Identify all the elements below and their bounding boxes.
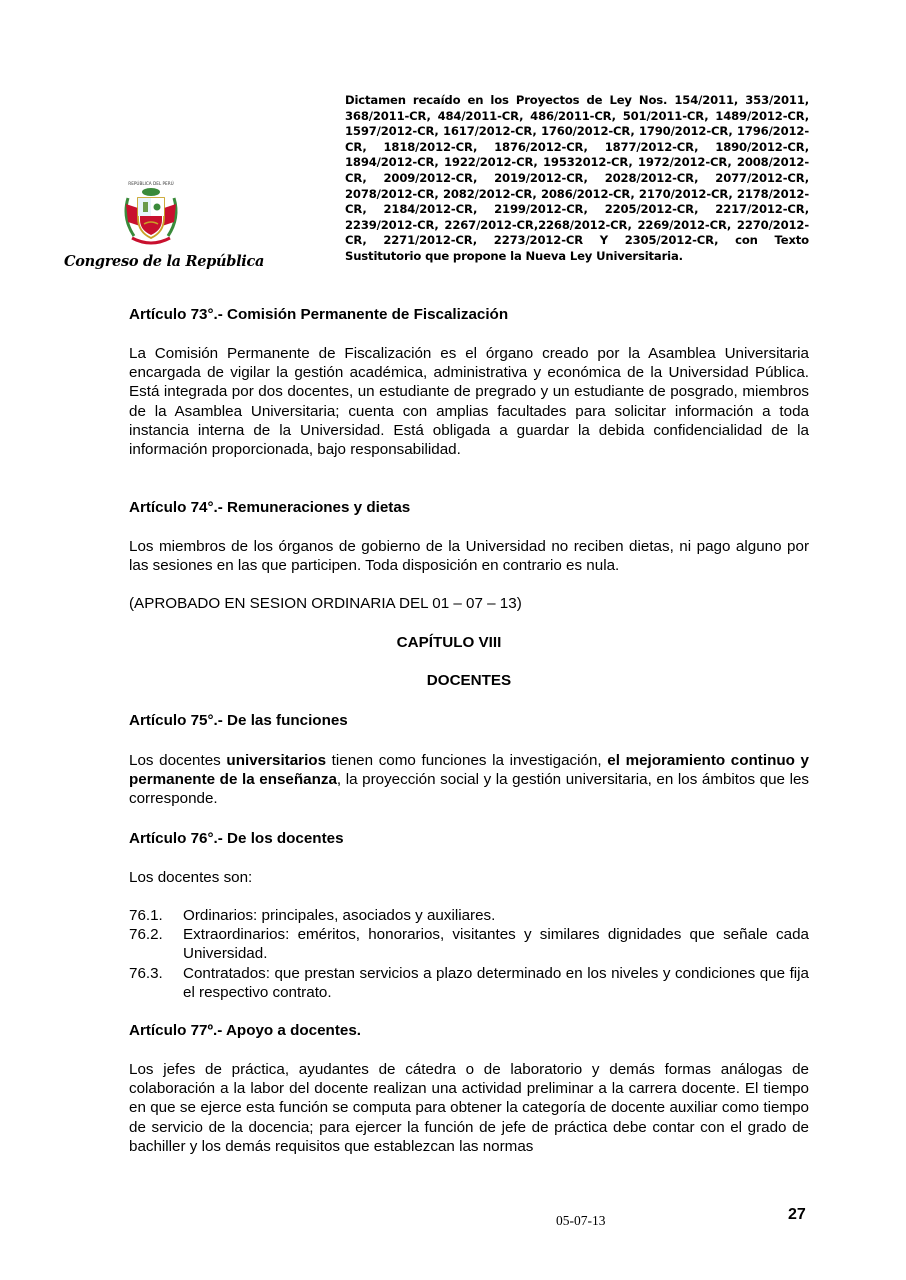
list-item-number: 76.1. [129, 907, 163, 924]
article-75-bold-part: universitarios [226, 752, 327, 769]
article-74-title: Artículo 74°.- Remuneraciones y dietas [129, 499, 411, 516]
chapter-number: CAPÍTULO VIII [396, 634, 502, 651]
organization-name: Congreso de la República [64, 253, 265, 270]
article-73-title: Artículo 73°.- Comisión Permanente de Fiscalización [129, 306, 509, 323]
article-75-bold-part: el mejoramiento continuo y permanente de la enseñanza [129, 752, 809, 789]
article-77-title: Artículo 77º.- Apoyo a docentes. [129, 1022, 361, 1039]
article-73-text: La Comisión Permanente de Fiscalización es el órgano creado por la Asamblea Universitaria encargada de vigilar la gestión académica, administrativa y económica de la Universidad Pública. Está integrada por dos docentes, un estudiante de pregrado y un estudiante de posgrado, miembros de la Asamblea Universitaria; cuenta con amplias facultades para solicitar información a toda instancia interna de la Universidad. Está obligada a guardar la debida confidencialidad de la información proporcionada, bajo responsabilidad. [129, 345, 809, 459]
article-75-text [129, 751, 809, 809]
list-item-text: Ordinarios: principales, asociados y auxiliares. [183, 907, 496, 924]
page-number: 27 [788, 1206, 806, 1223]
list-item-text: Contratados: que prestan servicios a plazo determinado en los niveles y condiciones que fija el respectivo contrato. [183, 964, 809, 1001]
emblem-text: REPÚBLICA DEL PERÚ [128, 181, 174, 186]
list-item-number: 76.3. [129, 964, 163, 982]
article-75-text-part: tienen como funciones la investigación, [326, 752, 608, 769]
list-item [129, 964, 809, 1002]
list-item-text: Extraordinarios: eméritos, honorarios, visitantes y similares dignidades que señale cada Universidad. [183, 926, 809, 963]
article-74-text: Los miembros de los órganos de gobierno de la Universidad no reciben dietas, ni pago alguno por las sesiones en las que participen. Toda disposición en contrario es nula. [129, 538, 809, 575]
article-76-intro: Los docentes son: [129, 869, 253, 886]
approval-note: (APROBADO EN SESION ORDINARIA DEL 01 – 07 – 13) [129, 595, 522, 612]
article-75-text-part: , la proyección social y la gestión universitaria, en los ámbitos que les corresponde. [129, 771, 809, 808]
article-77-text: Los jefes de práctica, ayudantes de cátedra o de laboratorio y demás formas análogas de colaboración a la labor del docente realizan una actividad preliminar a la carrera docente. El tiempo en que se ejerce esta función se computa para obtener la categoría de docente auxiliar como tiempo de servicio de la docencia; para ejercer la función de jefe de práctica debe contar con el grado de bachiller y los demás requisitos que establezcan las normas [129, 1061, 809, 1155]
list-item [129, 906, 809, 925]
article-76-list [129, 906, 809, 1002]
article-75-text-part: Los docentes [129, 752, 227, 769]
article-75-title: Artículo 75°.- De las funciones [129, 712, 348, 729]
list-item [129, 925, 809, 963]
chapter-name: DOCENTES [426, 672, 512, 689]
footer-date: 05-07-13 [556, 1213, 606, 1228]
list-item-number: 76.2. [129, 926, 163, 944]
article-76-title: Artículo 76°.- De los docentes [129, 830, 344, 847]
dictamen-header: Dictamen recaído en los Proyectos de Ley Nos. 154/2011, 353/2011, 368/2011-CR, 484/2011-CR, 486/2011-CR, 501/2011-CR, 1489/2012-CR, 1597/2012-CR, 1617/2012-CR, 1760/2012-CR, 1790/2012-CR, 1796/2012-CR, 1818/2012-CR, 1876/2012-CR, 1877/2012-CR, 1890/2012-CR, 1894/2012-CR, 1922/2012-CR, 19532012-CR, 1972/2012-CR, 2008/2012-CR, 2009/2012-CR, 2019/2012-CR, 2028/2012-CR, 2077/2012-CR, 2078/2012-CR, 2082/2012-CR, 2086/2012-CR, 2170/2012-CR, 2178/2012-CR, 2184/2012-CR, 2199/2012-CR, 2205/2012-CR, 2217/2012-CR, 2239/2012-CR, 2267/2012-CR,2268/2012-CR, 2269/2012-CR, 2270/2012-CR, 2271/2012-CR, 2273/2012-CR Y 2305/2012-CR, con Texto Sustitutorio que propone la Nueva Ley Universitaria. [345, 93, 809, 263]
peru-coat-of-arms-icon [118, 178, 184, 250]
